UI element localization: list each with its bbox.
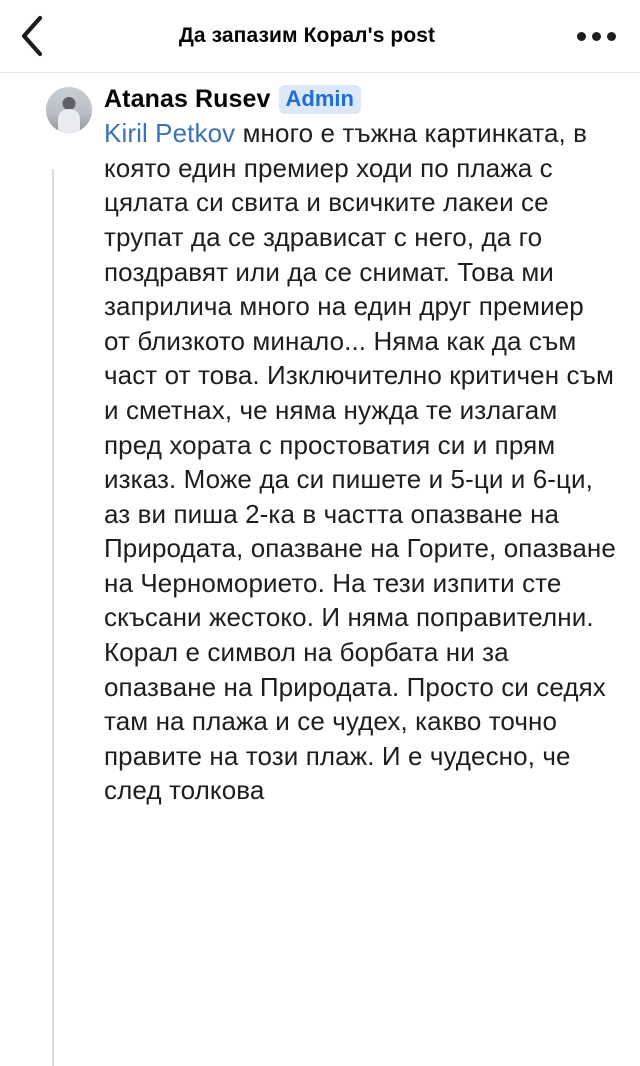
avatar-person-body-icon: [58, 109, 80, 133]
mention-link[interactable]: Kiril Petkov: [104, 118, 236, 149]
comment-text: [104, 116, 616, 808]
status-badge: Admin: [279, 85, 361, 114]
comment-thread: [0, 73, 640, 1066]
top-navigation-bar: [0, 0, 640, 73]
avatar[interactable]: [46, 87, 92, 133]
chevron-left-icon: [19, 15, 45, 57]
comment-item: [0, 73, 640, 808]
comment-author-name[interactable]: Atanas Rusev: [104, 85, 271, 114]
avatar-container[interactable]: [46, 85, 100, 808]
comment-header: [104, 85, 616, 114]
page-title: Да запазим Корал's post: [178, 24, 436, 47]
comment-bubble: [100, 85, 626, 808]
comment-body-text: много е тъжна картинката, в която един премиер ходи по плажа с цялата си свита и всичките лакеи се трупат да се здрависат с него, да го поздравят или да се снимат. Това ми заприлича много на един друг премиер от близкото минало... Няма как да съм част от това. Изключително критичен съм и сметнах, че няма нужда те излагам пред хората с простоватия си и прям изказ. Може да си пишете и 5-ци и 6-ци, аз ви пиша 2-ка в частта опазване на Природата, опазване на Горите, опазване на Черноморието. На тези изпити сте скъсани жестоко. И няма поправителни. Корал е символ на борбата ни за опазване на Природата. Просто си седях там на плажа и се чудех, какво точно правите на този плаж. И е чудесно, че след толкова: [104, 118, 616, 806]
back-button[interactable]: [0, 0, 64, 72]
scroll-gutter[interactable]: [628, 146, 640, 1066]
more-options-button[interactable]: [560, 0, 640, 72]
ellipsis-icon: [577, 32, 616, 41]
